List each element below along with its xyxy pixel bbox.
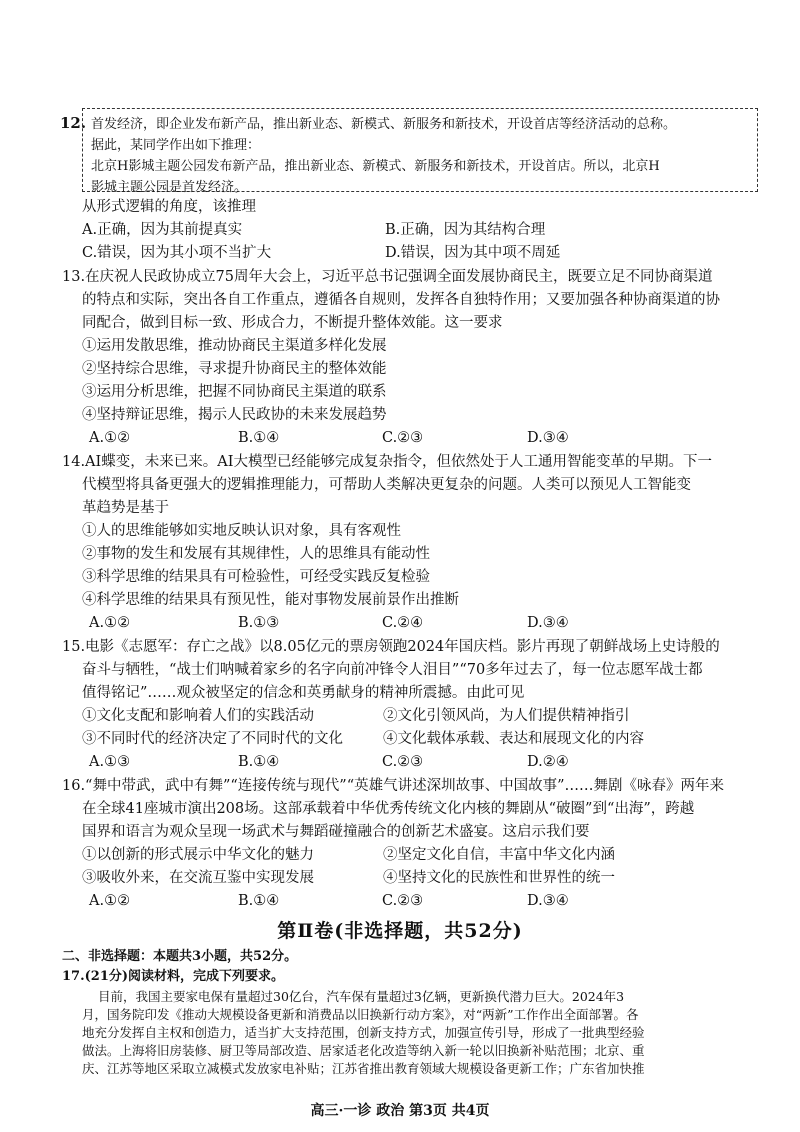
q13-option-c: C.②③ [382, 430, 424, 446]
question-14-line: 14.AI蝶变，未来已来。AI大模型已经能够完成复杂指令，但依然处于人工通用智能变革的早期。下一 [62, 454, 712, 470]
q13-item-3: ③运用分析思维，把握不同协商民主渠道的联系 [82, 384, 387, 400]
q16-item-3: ③吸收外来，在交流互鉴中实现发展 [82, 870, 314, 886]
q15-option-a: A.①③ [89, 754, 131, 770]
q13-option-a: A.①② [89, 430, 131, 446]
material-paragraph-line: 地充分发挥自主权和创造力，适当扩大支持范围，创新支持方式，加强宣传引导，形成了一批典型经验 [82, 1025, 645, 1040]
q15-item-3: ③不同时代的经济决定了不同时代的文化 [82, 731, 343, 747]
q14-option-d: D.③④ [527, 615, 569, 631]
q14-item-4: ④科学思维的结果具有预见性，能对事物发展前景作出推断 [82, 592, 459, 608]
page-footer: 高三·一诊 政治 第3页 共4页 [310, 1103, 490, 1119]
q16-option-a: A.①② [89, 893, 131, 909]
q15-option-b: B.①④ [238, 754, 280, 770]
material-paragraph-line: 做法。上海将旧房装修、厨卫等局部改造、居家适老化改造等纳入新一轮以旧换新补贴范围；北京、重 [82, 1043, 645, 1058]
section-2-header: 二、非选择题：本题共3小题，共52分。 [62, 949, 298, 964]
q13-option-b: B.①④ [238, 430, 280, 446]
section-2-title: 第Ⅱ卷(非选择题，共52分) [277, 920, 523, 942]
question-13-line: 13.在庆祝人民政协成立75周年大会上，习近平总书记强调全面发展协商民主，既要立足不同协商渠道 [62, 269, 713, 285]
q15-item-1: ①文化支配和影响着人们的实践活动 [82, 708, 314, 724]
question-14-line: 代模型将具备更强大的逻辑推理能力，可帮助人类解决更复杂的问题。人类可以预见人工智能变 [82, 477, 691, 493]
q12-option-a: A.正确，因为其前提真实 [82, 222, 243, 238]
q12-option-b: B.正确，因为其结构合理 [385, 222, 546, 238]
q16-option-d: D.③④ [527, 893, 569, 909]
q13-item-2: ②坚持综合思维，寻求提升协商民主的整体效能 [82, 361, 387, 377]
q14-item-2: ②事物的发生和发展有其规律性，人的思维具有能动性 [82, 546, 430, 562]
material-line: 首发经济，即企业发布新产品，推出新业态、新模式、新服务和新技术，开设首店等经济活动的总称。 [91, 117, 677, 132]
q14-item-1: ①人的思维能够如实地反映认识对象，具有客观性 [82, 523, 401, 539]
q12-option-d: D.错误，因为其中项不周延 [385, 245, 561, 261]
q12-option-c: C.错误，因为其小项不当扩大 [82, 245, 272, 261]
material-paragraph-line: 目前，我国主要家电保有量超过30亿台，汽车保有量超过3亿辆，更新换代潜力巨大。2024年3 [98, 989, 625, 1004]
question-16-line: 在全球41座城市演出208场。这部承载着中华优秀传统文化内核的舞剧从“破圈”到“出海”，跨越 [82, 801, 695, 817]
q16-item-4: ④坚持文化的民族性和世界性的统一 [383, 870, 615, 886]
question-12-stem: 从形式逻辑的角度，该推理 [82, 199, 256, 215]
material-paragraph-line: 月，国务院印发《推动大规模设备更新和消费品以旧换新行动方案》，对“两新”工作作出全面部署。各 [82, 1007, 639, 1022]
question-13-line: 的特点和实际，突出各自工作重点，遵循各自规则，发挥各自独特作用；又要加强各种协商渠道的协 [82, 292, 720, 308]
q16-option-b: B.①④ [238, 893, 280, 909]
material-paragraph-line: 庆、江苏等地区采取立减模式发放家电补贴；江苏省推出教育领域大规模设备更新工作；广东省加快推 [82, 1061, 645, 1076]
q16-option-c: C.②③ [382, 893, 424, 909]
q13-option-d: D.③④ [527, 430, 569, 446]
question-12-number: 12. [60, 114, 87, 132]
question-13-line: 同配合，做到目标一致、形成合力，不断提升整体效能。这一要求 [82, 315, 503, 331]
q14-option-b: B.①③ [238, 615, 280, 631]
material-line: 北京H影城主题公园发布新产品，推出新业态、新模式、新服务和新技术，开设首店。所以，北京H [91, 159, 660, 174]
q13-item-4: ④坚持辩证思维，揭示人民政协的未来发展趋势 [82, 407, 387, 423]
question-12-material-box [82, 108, 758, 195]
q14-option-c: C.②④ [382, 615, 424, 631]
q13-item-1: ①运用发散思维，推动协商民主渠道多样化发展 [82, 338, 387, 354]
question-15-line: 值得铭记”……观众被坚定的信念和英勇献身的精神所震撼。由此可见 [82, 685, 525, 701]
q14-option-a: A.①② [89, 615, 131, 631]
material-line: 据此，某同学作出如下推理： [91, 138, 261, 153]
q14-item-3: ③科学思维的结果具有可检验性，可经受实践反复检验 [82, 569, 430, 585]
question-15-line: 15.电影《志愿军：存亡之战》以8.05亿元的票房领跑2024年国庆档。影片再现了朝鲜战场上史诗般的 [62, 639, 720, 655]
q15-item-2: ②文化引领风尚，为人们提供精神指引 [383, 708, 630, 724]
question-17-title: 17.(21分)阅读材料，完成下列要求。 [62, 969, 285, 984]
material-line: 影城主题公园是首发经济。 [91, 180, 248, 195]
question-15-line: 奋斗与牺牲，“战士们呐喊着家乡的名字向前冲锋令人泪目”“70多年过去了，每一位志愿军战士都 [82, 662, 703, 678]
question-14-line: 革趋势是基于 [82, 500, 169, 516]
question-16-line: 国界和语言为观众呈现一场武术与舞蹈碰撞融合的创新艺术盛宴。这启示我们要 [82, 824, 590, 840]
question-16-line: 16.“舞中带武，武中有舞”“连接传统与现代”“英雄气讲述深圳故事、中国故事”……舞剧《咏春》两年来 [62, 778, 725, 794]
q16-item-2: ②坚定文化自信，丰富中华文化内涵 [383, 847, 615, 863]
q15-option-c: C.②③ [382, 754, 424, 770]
q15-item-4: ④文化载体承载、表达和展现文化的内容 [383, 731, 644, 747]
q16-item-1: ①以创新的形式展示中华文化的魅力 [82, 847, 314, 863]
q15-option-d: D.②④ [527, 754, 569, 770]
